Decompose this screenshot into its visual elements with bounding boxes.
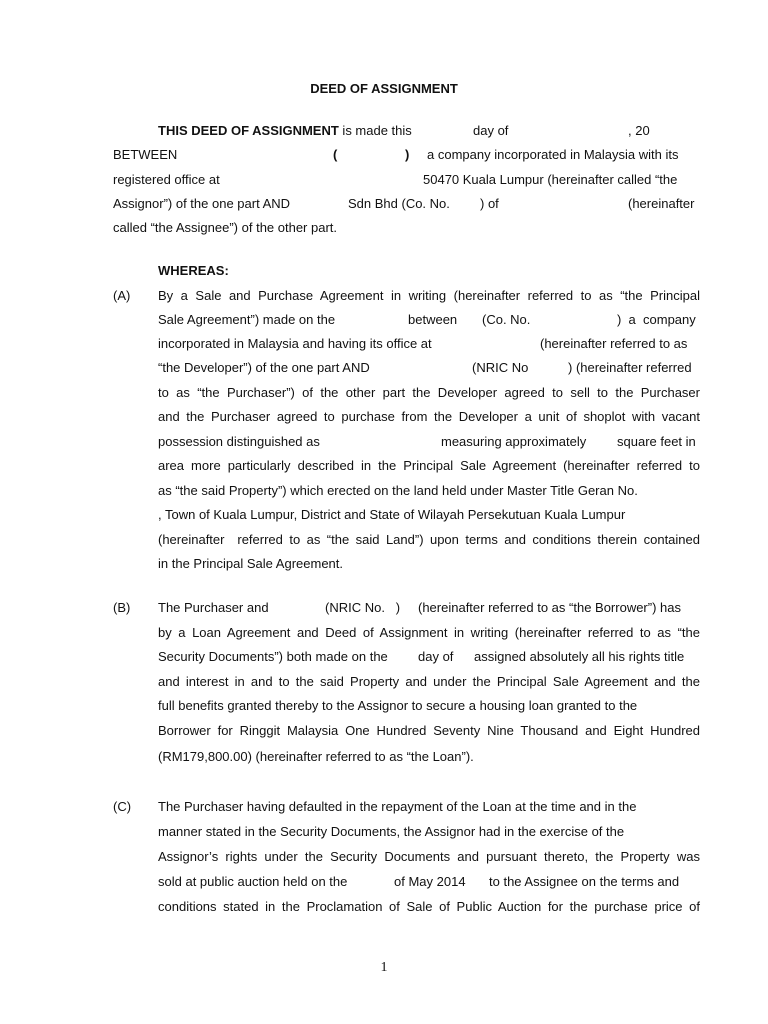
clause-a-line-6: and the Purchaser agreed to purchase from the Developer a unit of shoplot with vacant xyxy=(158,409,700,424)
clause-c-line-4b: of May 2014 xyxy=(394,874,466,889)
intro-paren-close: ) xyxy=(405,147,410,162)
intro-line-1 xyxy=(158,123,412,139)
clause-b-line-1a: The Purchaser and xyxy=(158,600,269,615)
clause-b-line-3a: Security Documents”) both made on the xyxy=(158,649,388,664)
clause-c-line-4a: sold at public auction held on the xyxy=(158,874,348,889)
intro-day-of: day of xyxy=(473,123,509,138)
clause-a-line-1: By a Sale and Purchase Agreement in writing (hereinafter referred to as “the Principal xyxy=(158,288,700,303)
clause-b-line-1b: (NRIC No. ) xyxy=(325,600,401,615)
clause-a-line-2c: (Co. No. xyxy=(482,312,531,327)
clause-b-line-3b: day of xyxy=(418,649,454,664)
intro-year: , 20 xyxy=(628,123,650,138)
clause-c-line-4c: to the Assignee on the terms and xyxy=(489,874,680,889)
clause-a-line-8: area more particularly described in the Principal Sale Agreement (hereinafter referred to xyxy=(158,458,700,473)
clause-c-line-5: conditions stated in the Proclamation of Sale of Public Auction for the purchase price of xyxy=(158,899,700,914)
intro-lead-bold: THIS DEED OF ASSIGNMENT xyxy=(158,123,339,138)
clause-b-line-4: and interest in and to the said Property and under the Principal Sale Agreement and the xyxy=(158,674,700,689)
clause-a-line-5: to as “the Purchaser”) of the other part the Developer agreed to sell to the Purchaser xyxy=(158,385,700,400)
intro-paren-open: ( xyxy=(333,147,338,162)
intro-line-4a: Assignor”) of the one part AND xyxy=(113,196,291,211)
clause-a-line-10: , Town of Kuala Lumpur, District and State of Wilayah Persekutuan Kuala Lumpur xyxy=(158,507,626,522)
intro-lead-rest: is made this xyxy=(338,123,412,138)
clause-b-line-2: by a Loan Agreement and Deed of Assignment in writing (hereinafter referred to as “the xyxy=(158,625,700,640)
clause-c-line-1: The Purchaser having defaulted in the repayment of the Loan at the time and in the xyxy=(158,799,637,814)
intro-line-4c: ) of xyxy=(480,196,499,211)
clause-a-line-4b: (NRIC No xyxy=(472,360,529,375)
clause-a-line-4a: “the Developer”) of the one part AND xyxy=(158,360,370,375)
clause-b-line-5: full benefits granted thereby to the Assignor to secure a housing loan granted to the xyxy=(158,698,638,713)
clause-a-line-3a: incorporated in Malaysia and having its office at xyxy=(158,336,432,351)
clause-a-line-7c: square feet in xyxy=(617,434,696,449)
clause-b-line-3c: assigned absolutely all his rights title xyxy=(474,649,685,664)
clause-b-line-6: Borrower for Ringgit Malaysia One Hundred Seventy Nine Thousand and Eight Hundred xyxy=(158,723,700,738)
whereas-heading: WHEREAS: xyxy=(158,263,229,278)
clause-a-line-2d: ) a company xyxy=(617,312,696,327)
clause-a-line-9: as “the said Property”) which erected on the land held under Master Title Geran No. xyxy=(158,483,638,498)
clause-b-label: (B) xyxy=(113,600,131,615)
intro-line-3-right: 50470 Kuala Lumpur (hereinafter called “the xyxy=(423,172,678,187)
clause-b-line-1c: (hereinafter referred to as “the Borrower”) has xyxy=(418,600,681,615)
clause-a-label: (A) xyxy=(113,288,131,303)
clause-a-line-12: in the Principal Sale Agreement. xyxy=(158,556,343,571)
intro-line-4d: (hereinafter xyxy=(628,196,695,211)
intro-between: BETWEEN xyxy=(113,147,178,162)
clause-c-line-2: manner stated in the Security Documents, the Assignor had in the exercise of the xyxy=(158,824,625,839)
clause-c-label: (C) xyxy=(113,799,132,814)
document-title: DEED OF ASSIGNMENT xyxy=(310,81,458,96)
intro-line-3-left: registered office at xyxy=(113,172,220,187)
clause-a-line-7a: possession distinguished as xyxy=(158,434,320,449)
clause-b-line-7: (RM179,800.00) (hereinafter referred to as “the Loan”). xyxy=(158,749,474,764)
clause-a-line-2a: Sale Agreement”) made on the xyxy=(158,312,336,327)
clause-a-line-3b: (hereinafter referred to as xyxy=(540,336,688,351)
intro-company-text: a company incorporated in Malaysia with its xyxy=(427,147,679,162)
clause-a-line-11: (hereinafter referred to as “the said Land”) upon terms and conditions therein contained xyxy=(158,532,700,547)
clause-a-line-4c: ) (hereinafter referred xyxy=(568,360,692,375)
intro-line-5: called “the Assignee”) of the other part. xyxy=(113,220,338,235)
clause-c-line-3: Assignor’s rights under the Security Documents and pursuant thereto, the Property was xyxy=(158,849,700,864)
clause-a-line-7b: measuring approximately xyxy=(441,434,587,449)
clause-a-line-2b: between xyxy=(408,312,458,327)
intro-line-4b: Sdn Bhd (Co. No. xyxy=(348,196,450,211)
page-number: 1 xyxy=(380,960,388,975)
